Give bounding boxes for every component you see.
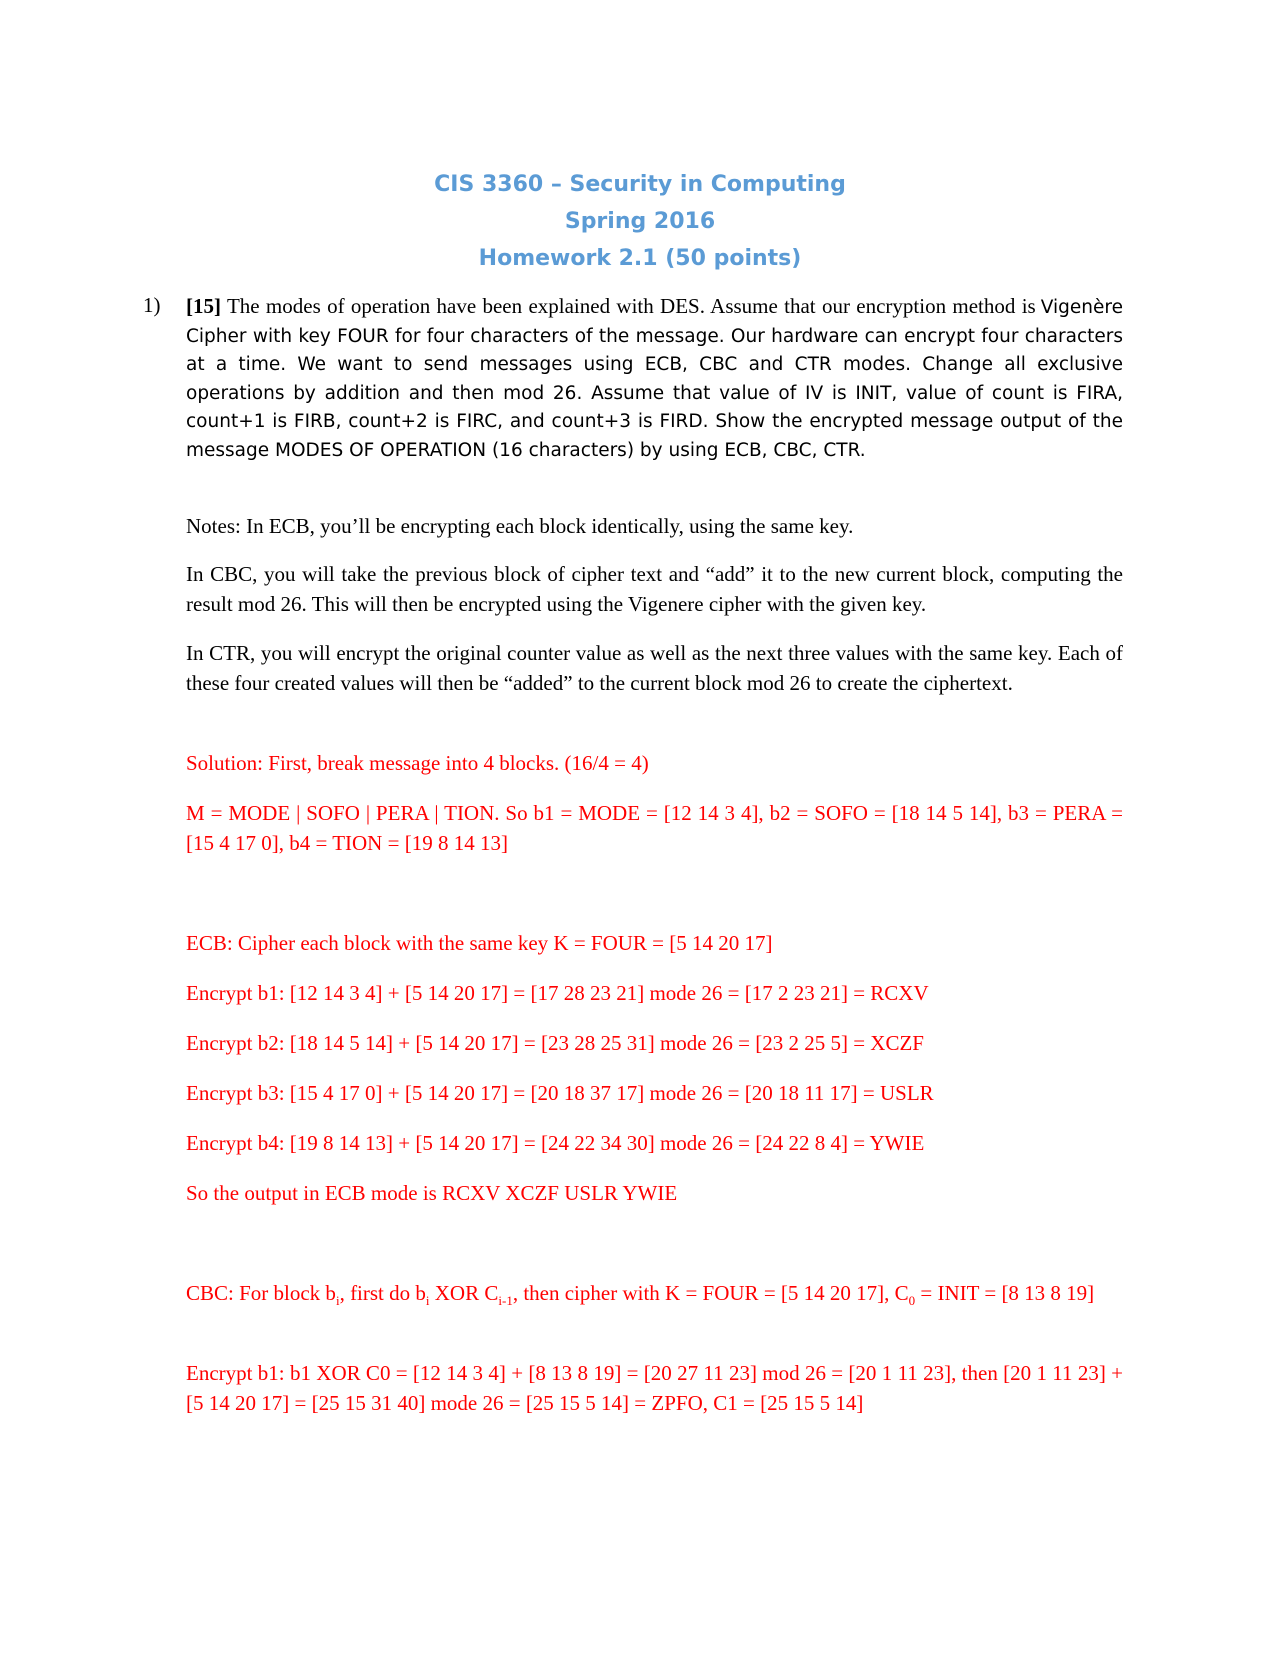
solution-intro: Solution: First, break message into 4 blocks. (16/4 = 4) [186,751,649,775]
cbc-heading-subscript: i [425,1293,430,1309]
ecb-encrypt-b4: Encrypt b4: [19 8 14 13] + [5 14 20 17] = [24 22 34 30] mode 26 = [24 22 8 4] = YWIE [186,1131,925,1155]
question-body: Vigenère Cipher with key FOUR for four characters of the message. Our hardware can encrypt four characters at a time. We want to send messages using ECB, CBC and CTR modes. Change all exclusive operations by addition and then mod 26. Assume that value of IV is INIT, value of count is FIRA, count+1 is FIRB, count+2 is FIRC, and count+3 is FIRD. Show the encrypted message output of the message MODES OF OPERATION (16 characters) by using ECB, CBC, CTR. [186,297,1123,461]
cbc-heading-part: CBC: For block b [186,1281,336,1305]
ecb-encrypt-b1: Encrypt b1: [12 14 3 4] + [5 14 20 17] = [17 28 23 21] mode 26 = [17 2 23 21] = RCXV [186,981,929,1005]
cbc-encrypt-b1: Encrypt b1: b1 XOR C0 = [12 14 3 4] + [8 13 8 19] = [20 27 11 23] mod 26 = [20 1 11 23], then [20 1 11 23] + [5 14 20 17] = [25 15 31 40] mode 26 = [25 15 5 14] = ZPFO, C1 = [25 15 5 14] [186,1361,1123,1415]
ecb-encrypt-b2: Encrypt b2: [18 14 5 14] + [5 14 20 17] = [23 28 25 31] mode 26 = [23 2 25 5] = XCZF [186,1031,924,1055]
cbc-heading-subscript: i [335,1293,340,1309]
cbc-heading-part: XOR C [429,1281,499,1305]
question-points: [15] [186,294,221,318]
cbc-heading-subscript: i-1 [498,1293,513,1309]
cbc-heading-part: , first do b [339,1281,426,1305]
ecb-heading: ECB: Cipher each block with the same key K = FOUR = [5 14 20 17] [186,931,773,955]
solution-blocks: M = MODE | SOFO | PERA | TION. So b1 = MODE = [12 14 3 4], b2 = SOFO = [18 14 5 14], b3 = PERA = [15 4 17 0], b4 = TION = [19 8 14 13] [186,801,1123,855]
note-ctr: In CTR, you will encrypt the original counter value as well as the next three values with the same key. Each of these four created values will then be “added” to the current block mod 26 to create the ciphertext. [186,641,1123,695]
ecb-encrypt-b3: Encrypt b3: [15 4 17 0] + [5 14 20 17] = [20 18 37 17] mode 26 = [20 18 11 17] = USLR [186,1081,934,1105]
question-text [186,293,1123,466]
cbc-heading-subscript: 0 [908,1293,916,1309]
course-title: CIS 3360 – Security in Computing [434,172,846,197]
cbc-heading-part: = INIT = [8 13 8 19] [915,1281,1095,1305]
question-intro: The modes of operation have been explained with DES. Assume that our encryption method is [221,294,1036,318]
cbc-heading [186,1278,1123,1308]
question-number: 1) [143,293,161,317]
ecb-output: So the output in ECB mode is RCXV XCZF USLR YWIE [186,1181,678,1205]
term-title: Spring 2016 [564,209,716,234]
assignment-title: Homework 2.1 (50 points) [478,246,802,271]
note-cbc: In CBC, you will take the previous block of cipher text and “add” it to the new current block, computing the result mod 26. This will then be encrypted using the Vigenere cipher with the given key. [186,562,1123,616]
cbc-heading-part: , then cipher with K = FOUR = [5 14 20 17], C [512,1281,909,1305]
note-ecb: Notes: In ECB, you’ll be encrypting each block identically, using the same key. [186,514,854,538]
